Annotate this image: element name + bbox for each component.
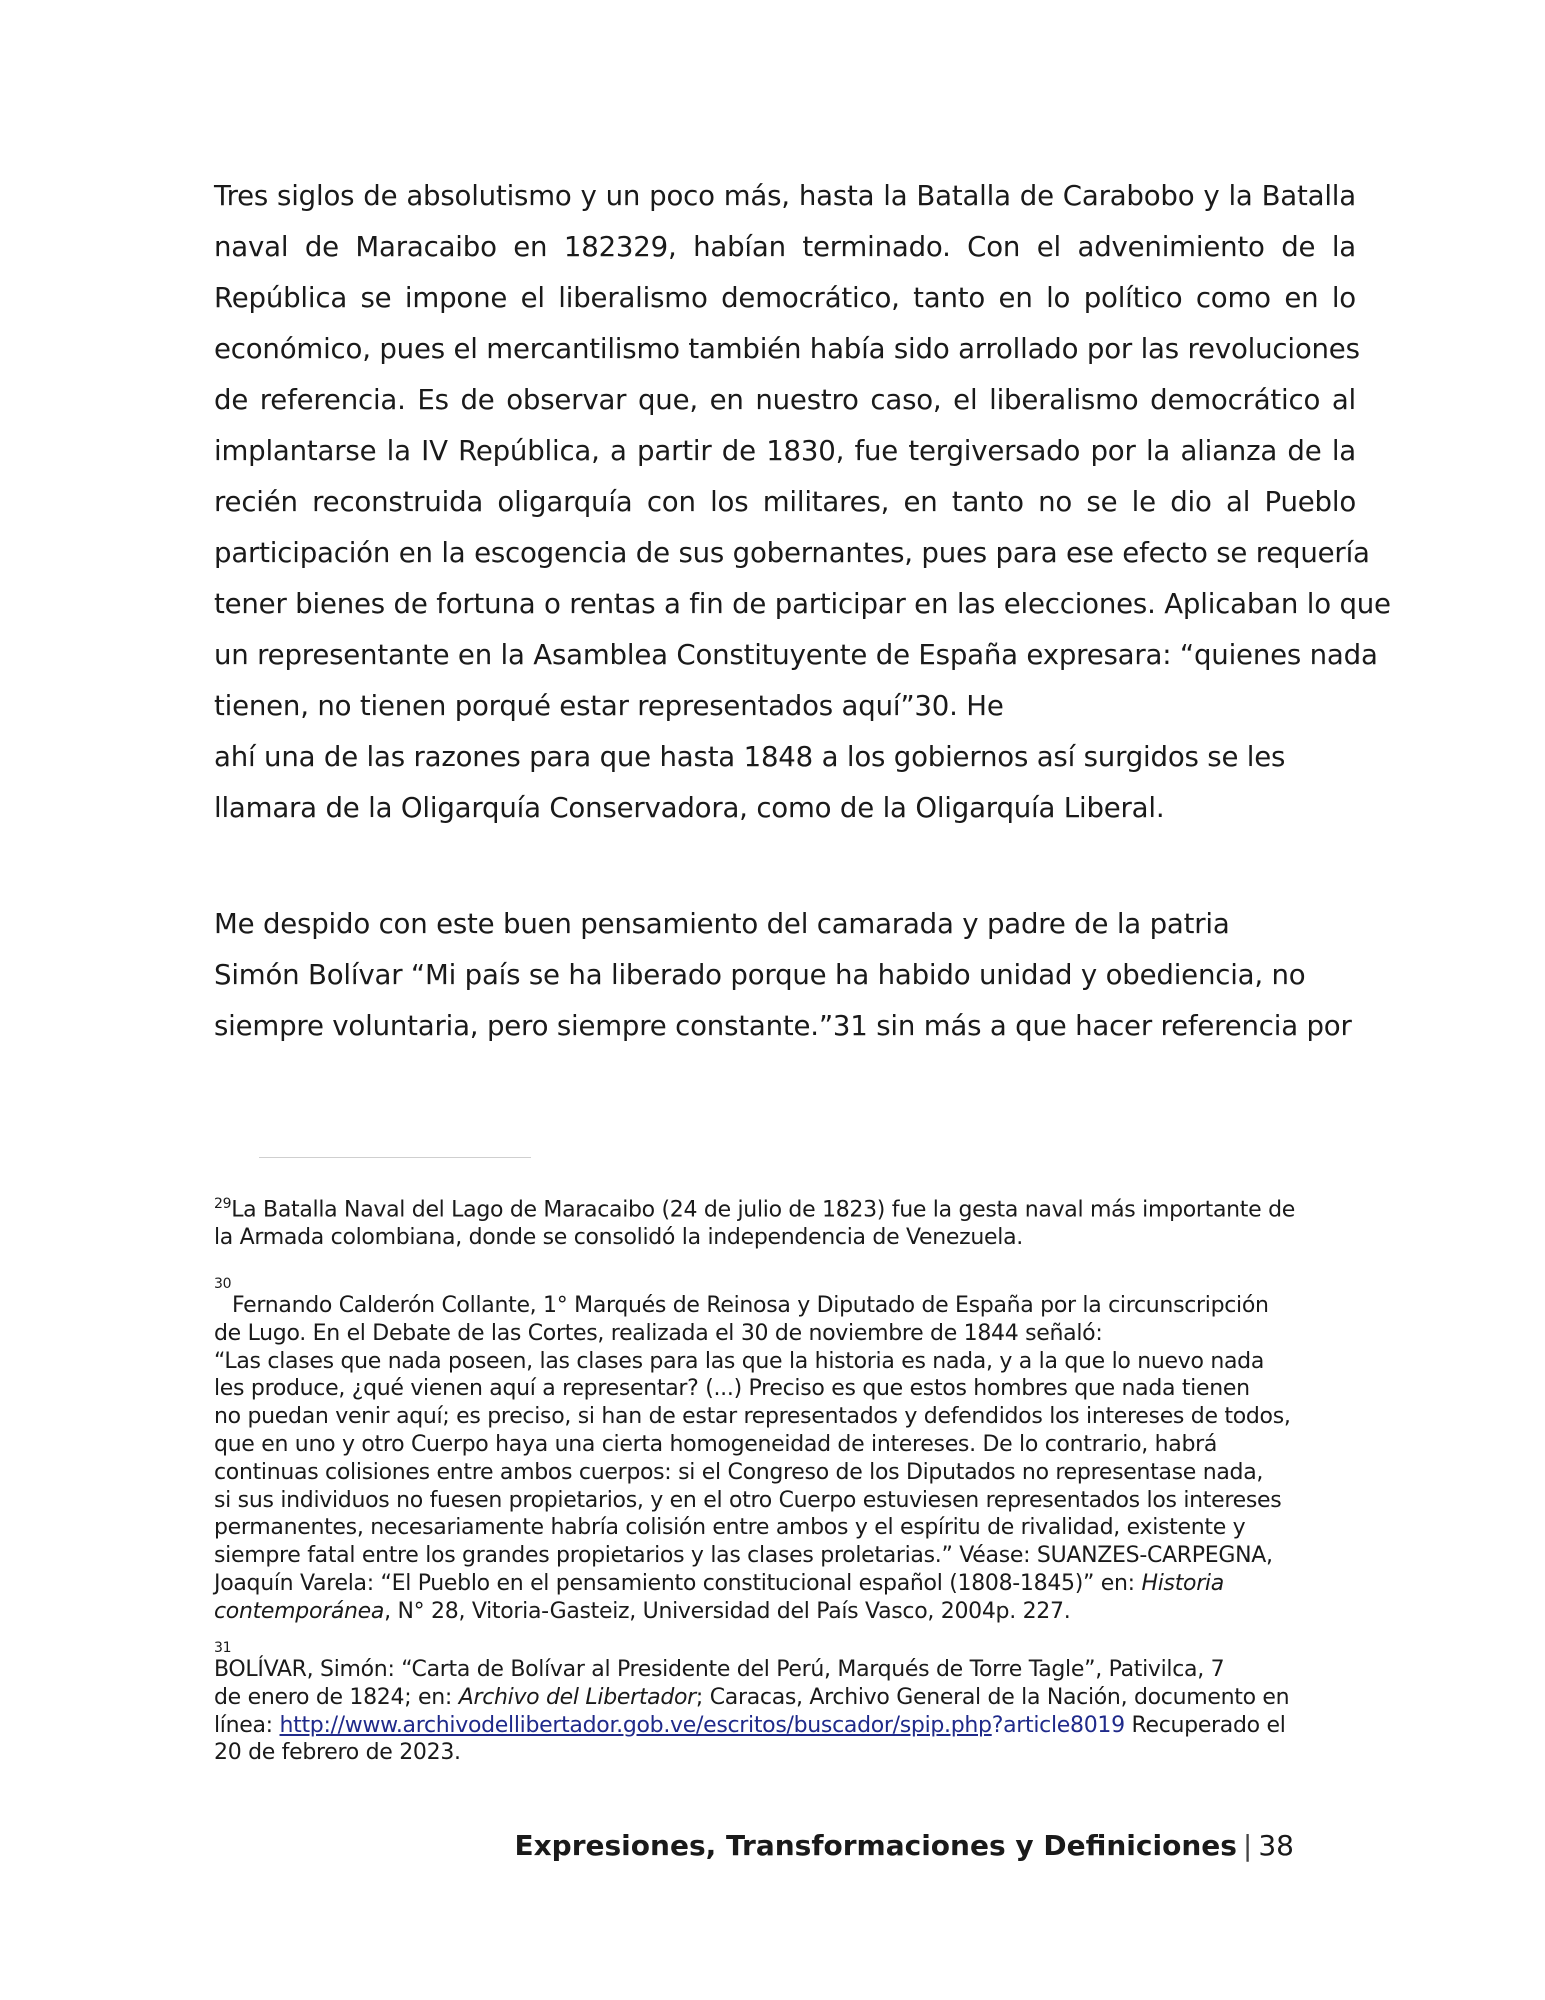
text-line: ahí una de las razones para que hasta 1848 a los gobiernos así surgidos se les <box>214 740 1286 773</box>
archive-link-suffix[interactable]: ?article8019 <box>991 1712 1125 1738</box>
footnote-text: línea: <box>214 1712 280 1738</box>
footnote-31 <box>214 1640 1362 1767</box>
footnote-line <box>214 1190 1362 1224</box>
footnote-line <box>214 1570 1362 1598</box>
footnote-30 <box>214 1276 1362 1626</box>
footer-title: Expresiones, Transformaciones y Definiciones <box>514 1829 1237 1862</box>
footnote-line <box>214 1598 1362 1626</box>
footnote-italic: contemporánea <box>214 1598 385 1624</box>
text-line: llamara de la Oligarquía Conservadora, como de la Oligarquía Liberal. <box>214 791 1165 824</box>
text-line: naval de Maracaibo en 182329, habían terminado. Con el advenimiento de la <box>214 230 1356 263</box>
footnote-line: 20 de febrero de 2023. <box>214 1740 461 1766</box>
text-line: tener bienes de fortuna o rentas a fin de participar en las elecciones. Aplicaban lo que <box>214 587 1391 620</box>
paragraph-1 <box>214 170 1391 833</box>
text-line: tienen, no tienen porqué estar representados aquí”30. He <box>214 689 1004 722</box>
footnote-mark: 31 <box>214 1640 232 1656</box>
footnote-line: que en uno y otro Cuerpo haya una cierta homogeneidad de intereses. De lo contrario, habrá <box>214 1431 1218 1457</box>
footnote-line <box>214 1684 1362 1712</box>
footnote-line: BOLÍVAR, Simón: “Carta de Bolívar al Presidente del Perú, Marqués de Torre Tagle”, Pativilca, 7 <box>214 1657 1225 1682</box>
footnote-line: continuas colisiones entre ambos cuerpos: si el Congreso de los Diputados no representase nada, <box>214 1459 1264 1485</box>
footnote-line: siempre fatal entre los grandes propietarios y las clases proletarias.” Véase: SUANZES-CARPEGNA, <box>214 1543 1273 1569</box>
footnote-line <box>214 1712 1362 1740</box>
footnote-mark: 29 <box>214 1196 232 1212</box>
page-number: 38 <box>1258 1829 1294 1862</box>
paragraph-2 <box>214 898 1356 1051</box>
footnote-line: no puedan venir aquí; es preciso, si han de estar representados y defendidos los intereses de todos, <box>214 1404 1291 1430</box>
footnote-text: La Batalla Naval del Lago de Maracaibo (24 de julio de 1823) fue la gesta naval más importante de <box>231 1197 1295 1223</box>
footnote-italic: Archivo del Libertador <box>458 1684 696 1710</box>
footnote-italic: Historia <box>1141 1570 1224 1596</box>
footnote-separator <box>259 1157 531 1158</box>
footnote-text: de enero de 1824; en: <box>214 1684 459 1710</box>
footnote-line: la Armada colombiana, donde se consolidó la independencia de Venezuela. <box>214 1225 1023 1251</box>
text-line: República se impone el liberalismo democrático, tanto en lo político como en lo <box>214 281 1356 314</box>
footnote-line: les produce, ¿qué vienen aquí a representar? (...) Preciso es que estos hombres que nada tienen <box>214 1376 1250 1402</box>
footnote-line: de Lugo. En el Debate de las Cortes, realizada el 30 de noviembre de 1844 señaló: <box>214 1320 1103 1346</box>
footnote-text: Recuperado el <box>1124 1712 1286 1738</box>
text-line: un representante en la Asamblea Constituyente de España expresara: “quienes nada <box>214 638 1378 671</box>
footnote-line: Fernando Calderón Collante, 1° Marqués de Reinosa y Diputado de España por la circunscripción <box>232 1293 1269 1318</box>
text-line: Simón Bolívar “Mi país se ha liberado porque ha habido unidad y obediencia, no <box>214 958 1306 991</box>
footnote-text: , N° 28, Vitoria-Gasteiz, Universidad del País Vasco, 2004p. 227. <box>384 1598 1071 1624</box>
text-line: recién reconstruida oligarquía con los militares, en tanto no se le dio al Pueblo <box>214 485 1356 518</box>
text-line: siempre voluntaria, pero siempre constante.”31 sin más a que hacer referencia por <box>214 1009 1352 1042</box>
text-line: implantarse la IV República, a partir de 1830, fue tergiversado por la alianza de la <box>214 434 1356 467</box>
footnote-line: permanentes, necesariamente habría colisión entre ambos y el espíritu de rivalidad, existente y <box>214 1515 1246 1541</box>
footnote-line: si sus individuos no fuesen propietarios, y en el otro Cuerpo estuviesen representados los intereses <box>214 1487 1282 1513</box>
footnote-line: “Las clases que nada poseen, las clases para las que la historia es nada, y a la que lo nuevo nada <box>214 1348 1264 1374</box>
text-line: de referencia. Es de observar que, en nuestro caso, el liberalismo democrático al <box>214 383 1356 416</box>
archive-link[interactable]: http://www.archivodellibertador.gob.ve/escritos/buscador/spip.php <box>279 1712 992 1738</box>
text-line: participación en la escogencia de sus gobernantes, pues para ese efecto se requería <box>214 536 1370 569</box>
footnote-text: Joaquín Varela: “El Pueblo en el pensamiento constitucional español (1808-1845)” en: <box>214 1570 1142 1596</box>
footnote-29 <box>214 1190 1362 1252</box>
text-line: Me despido con este buen pensamiento del camarada y padre de la patria <box>214 907 1230 940</box>
text-line: económico, pues el mercantilismo también había sido arrollado por las revoluciones <box>214 332 1360 365</box>
page-footer <box>514 1829 1294 1862</box>
text-line: Tres siglos de absolutismo y un poco más, hasta la Batalla de Carabobo y la Batalla <box>214 179 1356 212</box>
footnote-text: ; Caracas, Archivo General de la Nación, documento en <box>695 1684 1290 1710</box>
footer-separator: | <box>1242 1829 1253 1862</box>
footnote-mark: 30 <box>214 1276 232 1292</box>
